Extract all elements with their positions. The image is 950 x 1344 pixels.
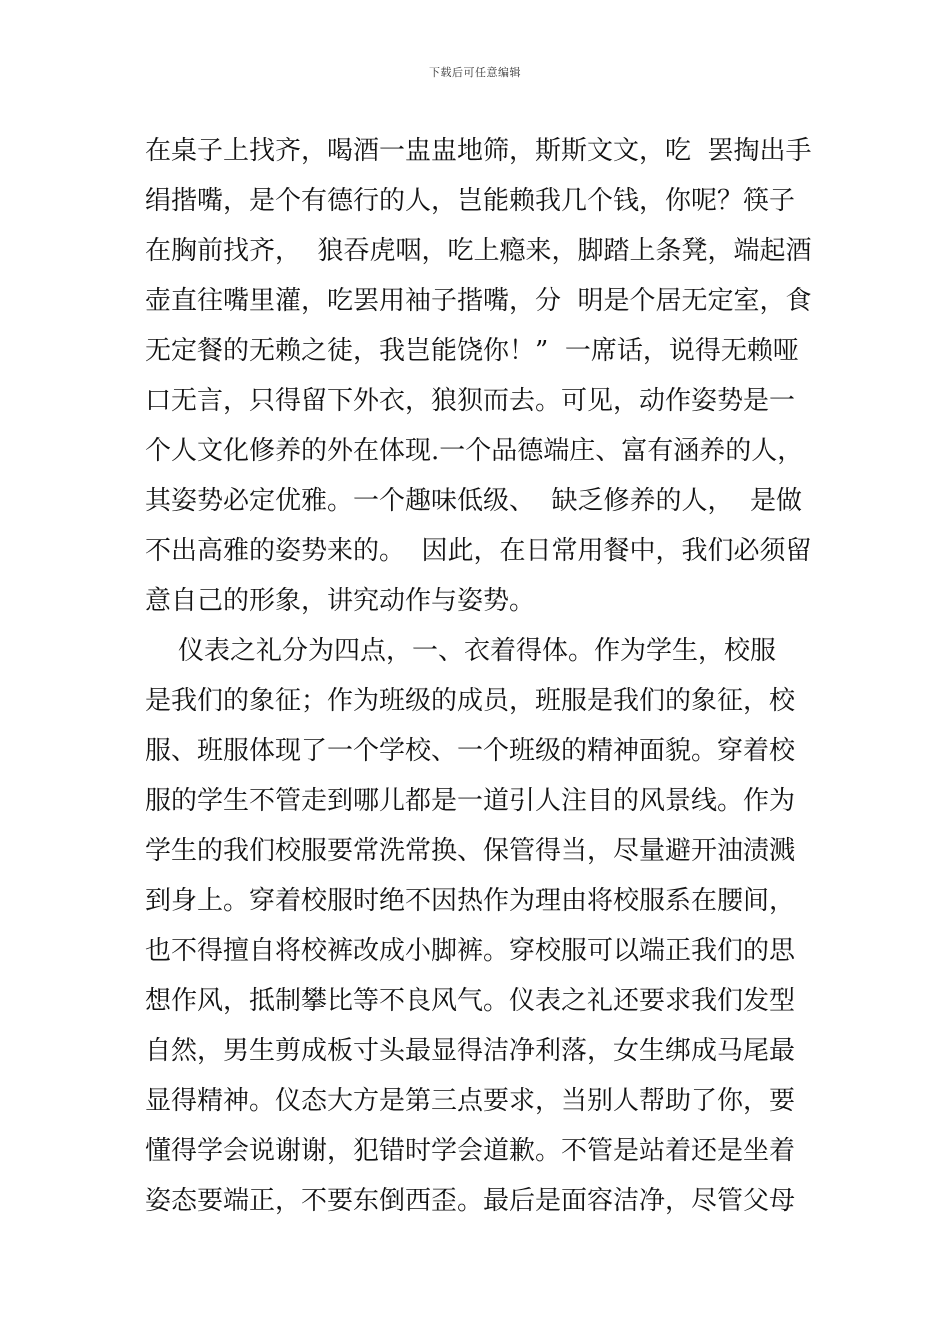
text-line: 个人文化修养的外在体现.一个品德端庄、富有涵养的人， <box>145 436 804 466</box>
text-line: 仪表之礼分为四点，一、衣着得体。作为学生，校服 <box>145 636 777 666</box>
text-line: 到身上。穿着校服时绝不因热作为理由将校服系在腰间， <box>145 886 796 916</box>
body-text <box>145 126 810 1226</box>
text-line: 也不得擅自将校裤改成小脚裤。穿校服可以端正我们的思 <box>145 936 796 966</box>
text-line: 在桌子上找齐，喝酒一盅盅地筛，斯斯文文，吃 罢掏出手 <box>145 136 812 166</box>
text-line: 口无言，只得留下外衣，狼狈而去。可见，动作姿势是一 <box>145 386 796 416</box>
text-line: 不出高雅的姿势来的。 因此，在日常用餐中，我们必须留 <box>145 536 812 566</box>
text-line: 在胸前找齐， 狼吞虎咽，吃上瘾来，脚踏上条凳，端起酒 <box>145 236 812 266</box>
text-line: 壶直往嘴里灌，吃罢用袖子揩嘴，分 明是个居无定室，食 <box>145 286 812 316</box>
text-line: 是我们的象征；作为班级的成员，班服是我们的象征，校 <box>145 686 796 716</box>
text-line: 想作风，抵制攀比等不良风气。仪表之礼还要求我们发型 <box>145 986 796 1016</box>
text-line: 其姿势必定优雅。一个趣味低级、 缺乏修养的人， 是做 <box>145 486 803 516</box>
text-line: 意自己的形象，讲究动作与姿势。 <box>145 586 536 616</box>
text-line: 自然，男生剪成板寸头最显得洁净利落，女生绑成马尾最 <box>145 1036 796 1066</box>
text-line: 无定餐的无赖之徒，我岂能饶你！” 一席话，说得无赖哑 <box>145 336 799 366</box>
text-line: 服、班服体现了一个学校、一个班级的精神面貌。穿着校 <box>145 736 796 766</box>
page-header: 下载后可任意编辑 <box>429 66 521 79</box>
text-line: 姿态要端正，不要东倒西歪。最后是面容洁净，尽管父母 <box>145 1186 796 1216</box>
text-line: 学生的我们校服要常洗常换、保管得当，尽量避开油渍溅 <box>145 836 796 866</box>
text-line: 服的学生不管走到哪儿都是一道引人注目的风景线。作为 <box>145 786 796 816</box>
text-line: 显得精神。仪态大方是第三点要求，当别人帮助了你，要 <box>145 1086 796 1116</box>
text-line: 绢揩嘴，是个有德行的人，岂能赖我几个钱，你呢？筷子 <box>145 186 796 216</box>
text-line: 懂得学会说谢谢，犯错时学会道歉。不管是站着还是坐着 <box>145 1136 796 1166</box>
